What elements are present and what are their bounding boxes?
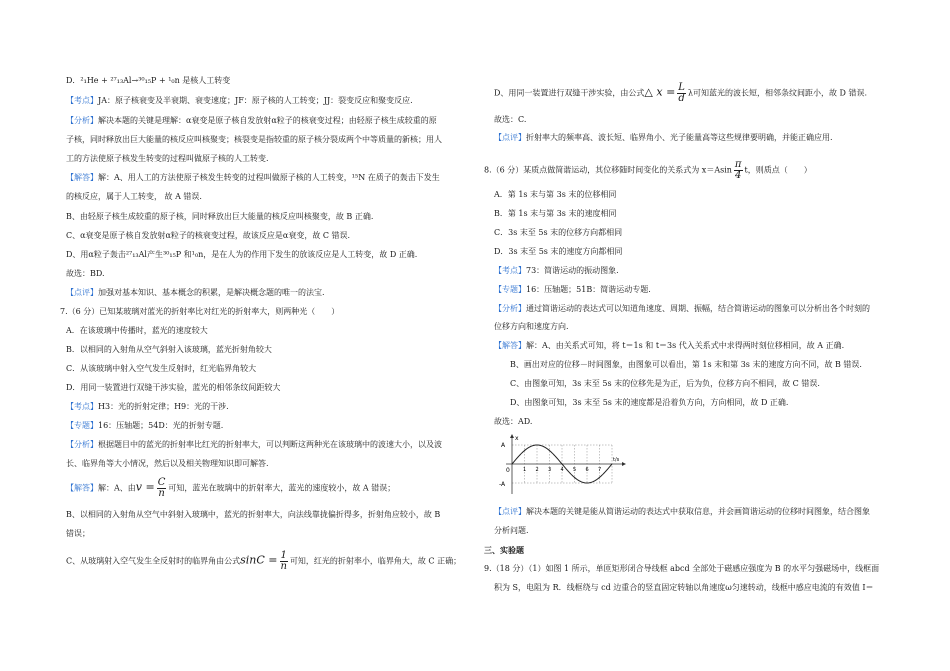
q7-jieda-pre: 解：A、由 (98, 483, 136, 493)
q7-fenxi-text: 根据题目中的蓝光的折射率比红光的折射率大，可以判断这两种光在该玻璃中的波速大小，以及波 (98, 440, 442, 449)
kaodian-tag: 【考点】 (66, 96, 98, 105)
fraction-c-over-n: $\frac{C}{n}$ (157, 477, 166, 499)
q8-dianping-text: 解决本题的关键是能从简谐运动的表达式中获取信息，并会画简谐运动的位移时间图象，结合图象 (526, 507, 870, 516)
q7-jieda-b-2: 错误； (66, 529, 90, 538)
kaodian-text: JA：原子核衰变及半衰期、衰变速度；JF：原子核的人工转变；JJ：裂变反应和聚变反应. (98, 96, 413, 105)
q8-fenxi-tag: 【分析】 (494, 304, 526, 313)
fenxi-line-2: 子核，同时释放出巨大能量的核反应叫核聚变；核裂变是指较重的原子核分裂成两个中等质量的新核；用人 (66, 135, 442, 144)
answer-line: 故选：BD. (66, 269, 105, 278)
q7-fenxi-tag: 【分析】 (66, 440, 98, 449)
y-pos-label: A (501, 442, 506, 449)
dianping-text: 加强对基本知识、基本概念的积累，是解决概念题的唯一的法宝. (98, 288, 325, 297)
q8-fenxi (494, 305, 870, 313)
formula-v: v = (135, 480, 155, 494)
q7-dianping-tag: 【点评】 (494, 133, 526, 142)
q7-jieda-b: B、以相同的入射角从空气中斜射入玻璃中，蓝光的折射率大，向法线靠拢偏折得多，折射角应较小，故 B (66, 510, 441, 519)
q8-jieda-tag: 【解答】 (494, 341, 526, 350)
y-neg-label: -A (499, 481, 506, 488)
q7-answer: 故选：C. (494, 115, 527, 124)
q7-jieda-post: 可知，蓝光在玻璃中的折射率大，蓝光的速度较小，故 A 错误； (168, 483, 396, 493)
q8-dianping-tag: 【点评】 (494, 507, 526, 516)
dianping-line (66, 289, 325, 297)
fraction-1-over-n: $\frac{1}{n}$ (280, 550, 287, 572)
x-tick-2: 2 (535, 467, 539, 473)
q7-kaodian-text: H3：光的折射定律；H9：光的干涉. (98, 402, 229, 411)
q7-option-a: A．在该玻璃中传播时，蓝光的速度较大 (66, 326, 208, 335)
q7-jieda-d (494, 83, 867, 104)
x-tick-5: 5 (573, 467, 577, 473)
q7-zhuanti-text: 16：压轴题；54D：光的折射专题. (98, 421, 224, 430)
section-3-heading: 三、实验题 (484, 545, 524, 555)
q8-dianping (494, 508, 870, 516)
q8-jieda (494, 342, 844, 350)
x-tick-4: 4 (560, 467, 564, 473)
q8-dianping-2: 分析问题. (494, 526, 529, 535)
q8-jieda-b: B、画出对应的位移－时间图象，由图象可以看出，第 1s 末和第 3s 末的速度方向不同，故 B 错误. (510, 360, 862, 369)
q7-jieda (66, 478, 395, 499)
x-tick-1: 1 (523, 467, 527, 473)
q8-option-d: D．3s 末至 5s 末的速度方向都相同 (494, 247, 623, 256)
q8-option-a: A．第 1s 末与第 3s 末的位移相同 (494, 190, 617, 199)
x-label: t/s (613, 457, 620, 463)
fraction-pi-over-4: $\frac{\pi}{4}$ (734, 159, 742, 181)
q7-dianping (494, 134, 833, 142)
x-axis-arrow (622, 462, 626, 466)
q8-jieda-text: 解：A、由关系式可知，将 t＝1s 和 t＝3s 代入关系式中求得两时刻位移相同，故 A 正确. (526, 341, 845, 350)
q8-answer: 故选：AD. (494, 417, 533, 426)
question-9: 9.（18 分）（1）如图 1 所示，单匝矩形闭合导线框 abcd 全部处于磁感应强度为 B 的水平匀强磁场中，线框面 (484, 564, 880, 573)
y-label: x (515, 435, 519, 442)
q8-zhuanti-tag: 【专题】 (494, 285, 526, 294)
q8-jieda-c: C、由图象可知，3s 末至 5s 末的位移先是为正，后为负，位移方向不相同，故 C 错误. (510, 379, 820, 388)
q8-option-b: B．第 1s 末与第 3s 末的速度相同 (494, 209, 617, 218)
fenxi-line (66, 117, 437, 125)
q7-fenxi (66, 441, 442, 449)
q8-kaodian-text: 73：简谐运动的振动图象. (526, 266, 619, 275)
q7-fenxi-2: 长、临界角等大小情况，然后以及相关物理知识即可解答. (66, 459, 269, 468)
q7-kaodian-tag: 【考点】 (66, 402, 98, 411)
x-tick-labels (523, 467, 601, 473)
question-8 (484, 160, 812, 181)
option-d-line: D．²₁He + ²⁷₁₃Al→³⁰₁₅P + ¹₀n 是核人工转变 (66, 76, 231, 85)
q7-jieda-d-post: λ可知蓝光的波长短，相邻条纹间距小，故 D 错误. (687, 88, 868, 98)
jieda-line (66, 174, 440, 182)
q8-jieda-d: D、由图象可知，3s 末至 5s 末的速度都是沿着负方向，方向相同，故 D 正确. (510, 398, 789, 407)
q7-jieda-c (66, 551, 461, 572)
q7-jieda-c-post: 可知，红光的折射率小，临界角大，故 C 正确； (289, 556, 462, 566)
q7-jieda-tag: 【解答】 (66, 483, 98, 493)
q8-zhuanti-text: 16：压轴题；51B：简谐运动专题. (526, 285, 651, 294)
shm-graph (498, 432, 628, 496)
q8-pre: 8.（6 分）某质点做简谐运动，其位移随时间变化的关系式为 x＝Asin (484, 165, 732, 175)
fenxi-line-3: 工的方法使原子核发生转变的过程叫做原子核的人工转变. (66, 154, 269, 163)
fraction-l-over-d: $\frac{L}{d}$ (678, 82, 685, 104)
jieda-c-line: C、α衰变是原子核自发放射α粒子的核衰变过程，故该反应是α衰变，故 C 错误. (66, 231, 351, 240)
q7-zhuanti (66, 422, 223, 430)
jieda-text: 解：A、用人工的方法使原子核发生转变的过程叫做原子核的人工转变，¹⁵N 在质子的轰击下发生 (98, 173, 440, 182)
x-tick-6: 6 (585, 467, 589, 473)
formula-sinc: sinC = (240, 553, 278, 567)
x-tick-3: 3 (548, 467, 552, 473)
jieda-b-line: B、由轻原子核生成较重的原子核，同时释放出巨大能量的核反应叫核聚变，故 B 正确. (66, 212, 374, 221)
q7-dianping-text: 折射率大的频率高、波长短、临界角小、光子能量高等这些规律要明确，并能正确应用. (526, 133, 833, 142)
q8-zhuanti (494, 286, 651, 294)
jieda-line-2: 的核反应，属于人工转变， 故 A 错误. (66, 192, 202, 201)
q8-kaodian-tag: 【考点】 (494, 266, 526, 275)
question-7: 7.（6 分）已知某玻璃对蓝光的折射率比对红光的折射率大，则两种光（ ） (60, 307, 340, 316)
question-9-line-2: 积为 S，电阻为 R．线框绕与 cd 边重合的竖直固定转轴以角速度ω匀速转动，线框中感应电流的有效值 I＝ (494, 583, 874, 592)
q7-option-b: B．以相同的入射角从空气斜射入该玻璃，蓝光折射角较大 (66, 345, 272, 354)
q7-option-d: D．用同一装置进行双缝干涉实验，蓝光的相邻条纹间距较大 (66, 383, 281, 392)
q7-jieda-c-pre: C、从玻璃射入空气发生全反射时的临界角由公式 (66, 556, 241, 566)
origin-label: 0 (506, 467, 510, 474)
kaodian-line (66, 97, 413, 105)
q7-option-c: C．从该玻璃中射入空气发生反射时，红光临界角较大 (66, 364, 257, 373)
fenxi-tag: 【分析】 (66, 116, 98, 125)
jieda-tag: 【解答】 (66, 173, 98, 182)
jieda-d-line: D、用α粒子轰击²⁷₁₃Al产生³⁰₁₅P 和¹₀n，是在人为的作用下发生的放该反应是人工转变，故 D 正确. (66, 250, 418, 259)
q8-option-c: C．3s 末至 5s 末的位移方向都相同 (494, 228, 623, 237)
q7-zhuanti-tag: 【专题】 (66, 421, 98, 430)
q7-jieda-d-pre: D、用同一装置进行双缝干涉实验，由公式 (494, 88, 645, 98)
q7-kaodian (66, 403, 229, 411)
q8-post: t，则质点（ ） (744, 165, 812, 175)
fenxi-text: 解决本题的关键是理解：α衰变是原子核自发放射α粒子的核衰变过程；由轻原子核生成较重的原 (98, 116, 437, 125)
q8-kaodian (494, 267, 619, 275)
formula-delta-x: △ x = (644, 85, 676, 99)
q8-fenxi-text: 通过简谐运动的表达式可以知道角速度、周期、振幅，结合简谐运动的图象可以分析出各个时刻的 (526, 304, 870, 313)
y-axis-arrow (510, 434, 514, 438)
q8-fenxi-2: 位移方向和速度方向. (494, 322, 569, 331)
x-tick-7: 7 (598, 467, 602, 473)
dianping-tag: 【点评】 (66, 288, 98, 297)
